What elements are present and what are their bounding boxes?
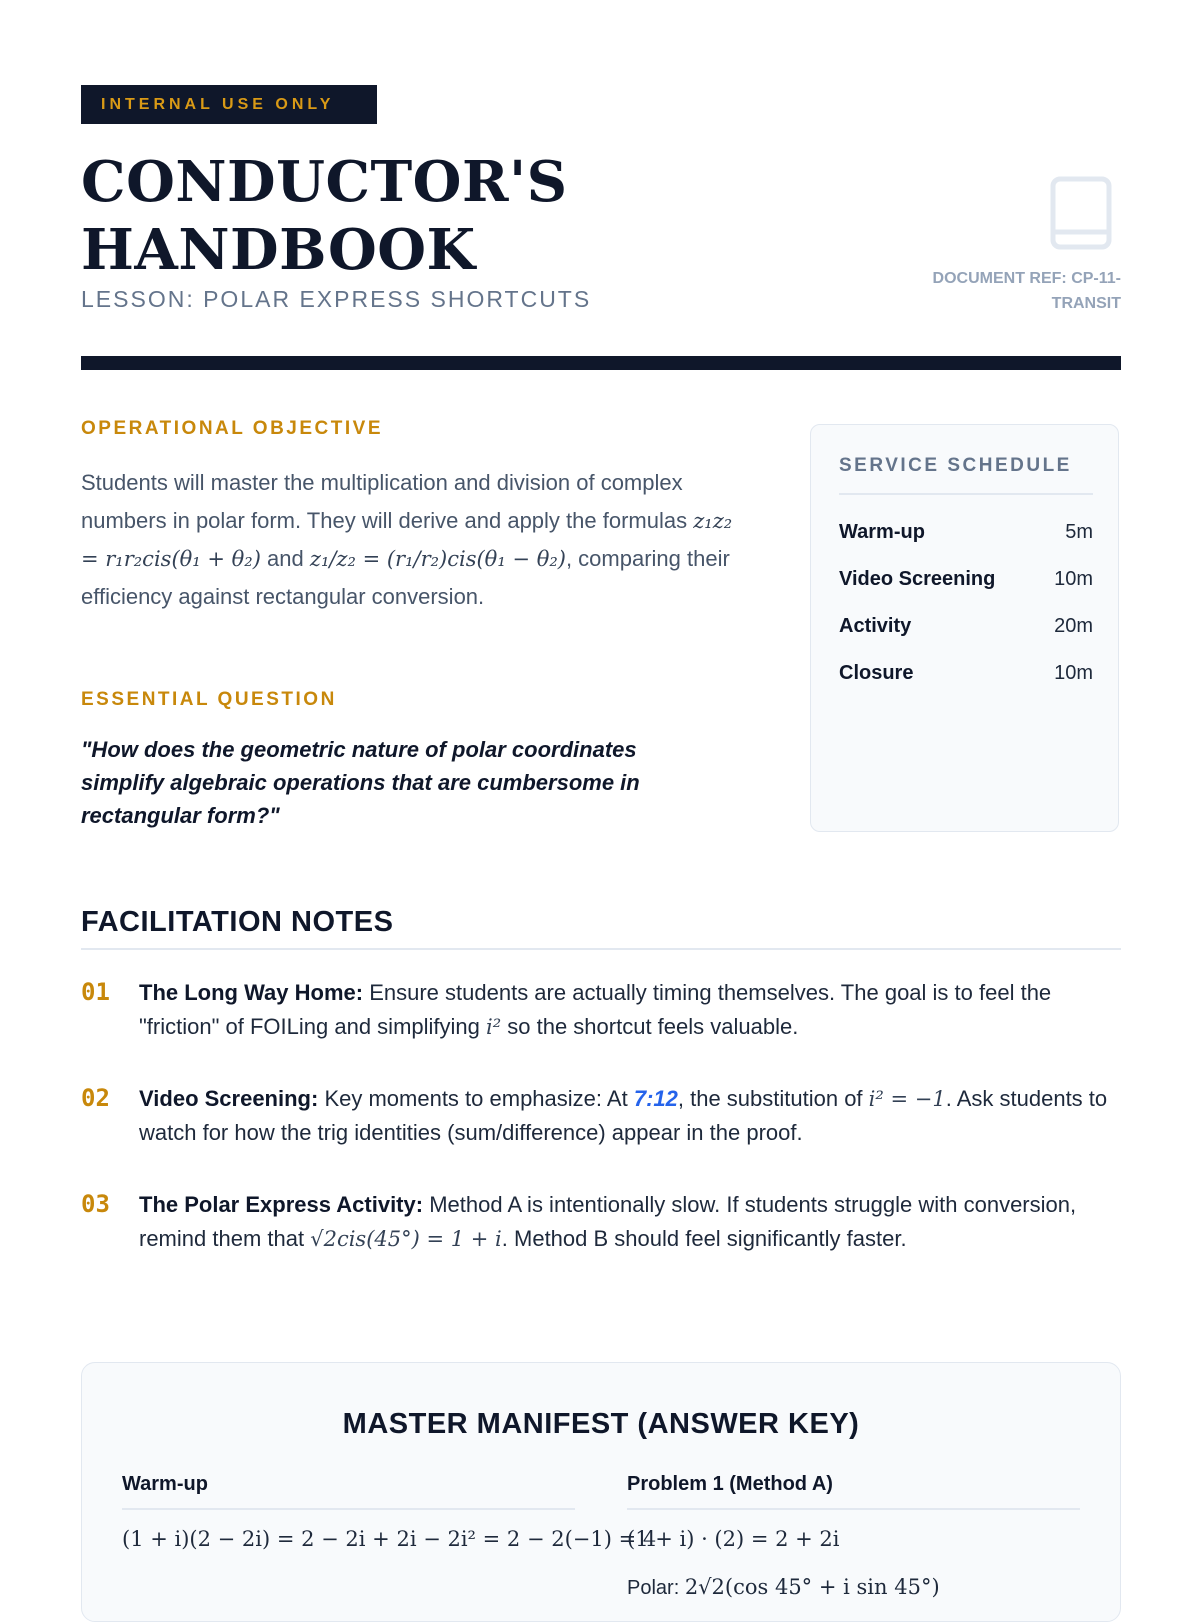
note-text: so the shortcut feels valuable. xyxy=(507,1014,799,1039)
polar-label: Polar: xyxy=(627,1577,680,1599)
lesson-subtitle: LESSON: POLAR EXPRESS SHORTCUTS xyxy=(81,286,592,312)
objective-text xyxy=(81,464,741,616)
problem-1-solution: (1 + i) · (2) = 2 + 2i xyxy=(627,1527,840,1551)
schedule-row-label: Activity xyxy=(839,615,912,637)
schedule-row-duration: 10m xyxy=(1054,662,1093,684)
answer-key-card xyxy=(81,1362,1121,1622)
warm-up-heading: Warm-up xyxy=(122,1473,208,1495)
note-text: . Ask students to watch for how the trig identities (sum/difference) appear in the proof. xyxy=(139,1086,1108,1145)
note-text: Ensure students are actually timing themselves. The goal is to feel the "friction" of FOILing and simplifying xyxy=(139,980,1052,1039)
note-title: The Polar Express Activity: xyxy=(139,1192,424,1217)
warm-up-solution: (1 + i)(2 − 2i) = 2 − 2i + 2i − 2i² = 2 − 2(−1) = 4 xyxy=(122,1527,657,1551)
internal-use-badge: INTERNAL USE ONLY xyxy=(81,85,377,124)
essential-question-label: ESSENTIAL QUESTION xyxy=(81,689,337,710)
document-reference: DOCUMENT REF: CP-11-TRANSIT xyxy=(932,270,1121,312)
schedule-row xyxy=(839,615,1093,638)
warm-up-divider xyxy=(122,1508,575,1510)
page-title-line-1: CONDUCTOR'S xyxy=(81,149,568,215)
page-title xyxy=(81,148,568,284)
problem-1-divider xyxy=(627,1508,1080,1510)
schedule-row xyxy=(839,521,1093,544)
schedule-row-duration: 20m xyxy=(1054,615,1093,637)
objective-text-part-3: , comparing their efficiency against rectangular conversion. xyxy=(81,546,730,609)
schedule-row-duration: 10m xyxy=(1054,568,1093,590)
note-body xyxy=(139,1188,1121,1256)
note-body xyxy=(139,1082,1121,1150)
schedule-row-label: Video Screening xyxy=(839,568,996,590)
schedule-title: SERVICE SCHEDULE xyxy=(839,455,1072,476)
essential-question-text: "How does the geometric nature of polar coordinates simplify algebraic operations that are cumbersome in rectangular form?" xyxy=(81,737,640,828)
note-title: The Long Way Home: xyxy=(139,980,364,1005)
note-text: Method A is intentionally slow. If students struggle with conversion, remind them that xyxy=(139,1192,1077,1251)
note-math: i² xyxy=(486,1015,502,1039)
objective-label: OPERATIONAL OBJECTIVE xyxy=(81,418,383,439)
objective-text-part-2: and xyxy=(267,546,304,571)
note-body xyxy=(139,976,1121,1044)
schedule-row xyxy=(839,568,1093,591)
note-title: Video Screening: xyxy=(139,1086,319,1111)
notes-divider xyxy=(81,948,1121,950)
note-text: . Method B should feel significantly faster. xyxy=(501,1226,907,1251)
schedule-divider xyxy=(839,493,1093,495)
header-divider xyxy=(81,356,1121,370)
note-math: i² = −1 xyxy=(868,1087,946,1111)
note-number: 01 xyxy=(81,978,110,1006)
product-formula: z₁z₂ = r₁r₂cis(θ₁ + θ₂) xyxy=(81,509,733,571)
quotient-formula: z₁/z₂ = (r₁/r₂)cis(θ₁ − θ₂) xyxy=(309,547,566,571)
note-number: 03 xyxy=(81,1190,110,1218)
book-icon xyxy=(1050,176,1112,250)
note-math: √2cis(45°) = 1 + i xyxy=(310,1227,502,1251)
note-text: Key moments to emphasize: At xyxy=(324,1086,628,1111)
schedule-row xyxy=(839,662,1093,685)
schedule-row-duration: 5m xyxy=(1065,521,1093,543)
note-text: , the substitution of xyxy=(677,1086,863,1111)
service-schedule-card xyxy=(810,424,1119,832)
page-title-line-2: HANDBOOK xyxy=(81,217,476,283)
note-number: 02 xyxy=(81,1084,110,1112)
schedule-row-label: Closure xyxy=(839,662,914,684)
polar-form: 2√2(cos 45° + i sin 45°) xyxy=(684,1575,940,1599)
problem-1-heading: Problem 1 (Method A) xyxy=(627,1473,833,1495)
answer-key-title: MASTER MANIFEST (ANSWER KEY) xyxy=(342,1408,860,1440)
facilitation-notes-heading: FACILITATION NOTES xyxy=(81,906,394,938)
objective-text-part-1: Students will master the multiplication and division of complex numbers in polar form. They will derive and apply the formulas xyxy=(81,470,688,533)
problem-1-polar xyxy=(627,1575,940,1600)
schedule-row-label: Warm-up xyxy=(839,521,925,543)
video-timestamp-link[interactable]: 7:12 xyxy=(633,1086,678,1111)
